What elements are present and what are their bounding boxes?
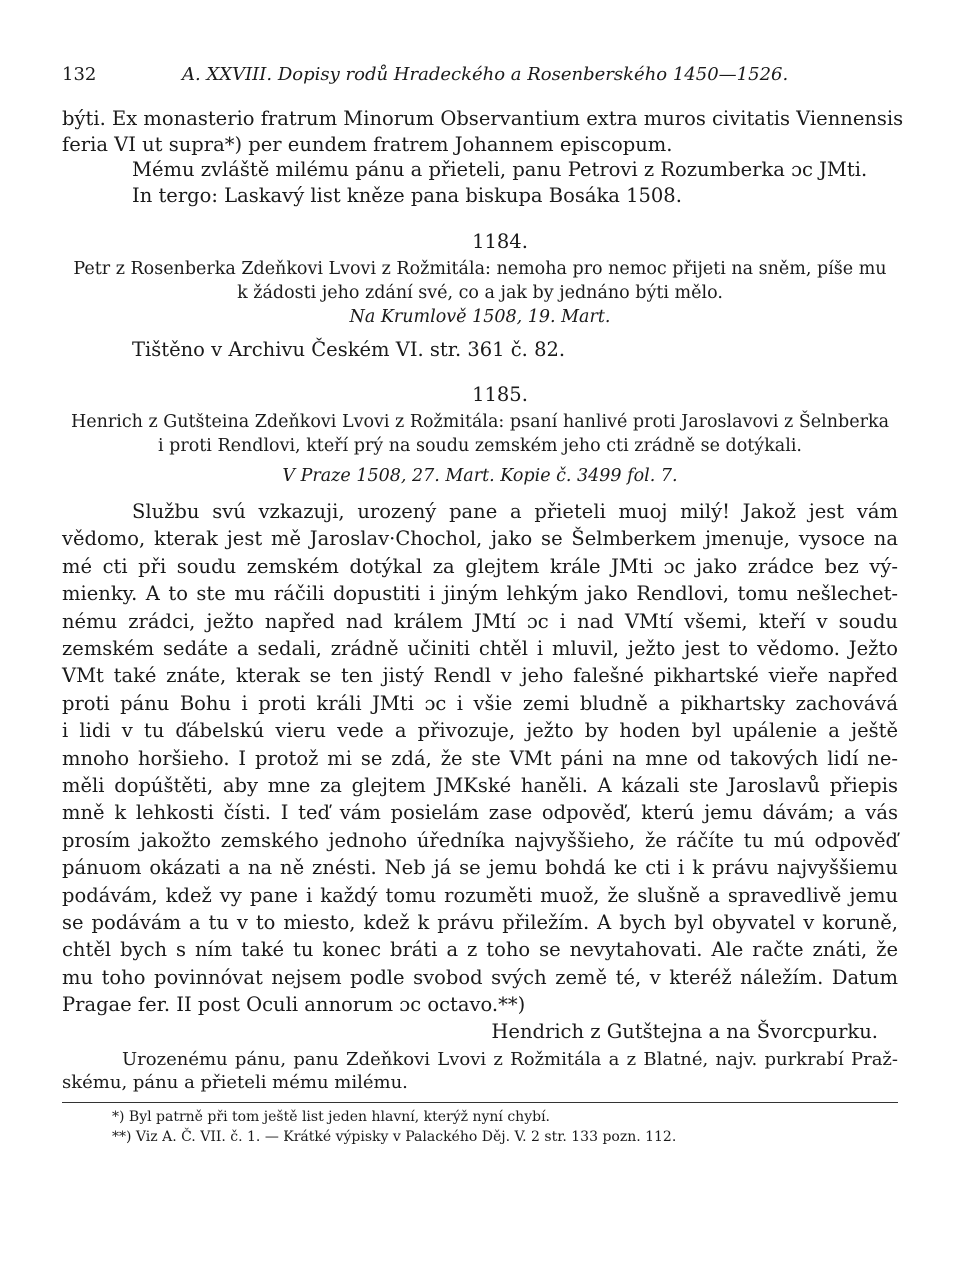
document-1185	[62, 382, 898, 1094]
document-1184	[62, 229, 898, 362]
dateline: V Praze 1508, 27. Mart. Kopie č. 3499 fol. 7.	[282, 466, 678, 487]
document-page	[62, 62, 904, 1147]
body-line: nému zrádci, ježto napřed nad králem JMtí ɔc i nad VMtí všemi, kteří v soudu	[62, 609, 898, 633]
regest-line: i proti Rendlovi, kteří prý na soudu zemském jeho cti zrádně se dotýkali.	[157, 436, 802, 457]
body-line: mienky. A to ste mu ráčili dopustiti i jiným lehkým jako Rendlovi, tomu nešlechet-	[62, 582, 898, 606]
body-line: mnoho horšieho. I protož mi se zdá, že ste VMt páni na mne od takových lidí ne-	[62, 746, 898, 770]
body-line: Pragae fer. II post Oculi annorum ɔc octavo.**)	[62, 993, 526, 1017]
body-line: mé cti při soudu zemském dotýkal za glejtem krále JMti ɔc jako zrádce bez vý-	[62, 554, 898, 578]
body-line: pánuom okázati a na ně znésti. Neb já se jemu bohdá ke cti i k právu najvyššiemu	[62, 856, 898, 880]
body-line: býti. Ex monasterio fratrum Minorum Observantium extra muros civitatis Viennensis	[62, 106, 904, 130]
printed-reference: Tištěno v Archivu Českém VI. str. 361 č. 82.	[132, 337, 566, 361]
body-line: Službu svú vzkazuji, urozený pane a přieteli muoj milý! Jakož jest vám	[132, 499, 898, 523]
regest-line: k žádosti jeho zdání své, co a jak by jednáno býti mělo.	[237, 282, 723, 303]
page-number: 132	[62, 64, 97, 85]
document-number: 1185.	[472, 383, 528, 407]
footnote-divider	[62, 1102, 898, 1103]
previous-letter-ending	[62, 106, 904, 209]
body-line: mně k lehkosti čísti. I teď vám posielám zase odpověď, kterú jemu dávám; a vás	[62, 801, 898, 825]
regest-line: Henrich z Gutšteina Zdeňkovi Lvovi z Rožmitála: psaní hanlivé proti Jaroslavovi z Šelnberka	[70, 412, 889, 433]
body-line: VMt také znáte, kterak se ten jistý Rendl v jeho falešné pikhartské vieře napřed	[62, 664, 898, 688]
letter-body	[62, 498, 898, 1019]
body-line: se podávám a tu v to miesto, kdež k právu přiležím. A bych byl obyvatel v koruně,	[62, 911, 898, 935]
body-line: prosím jakožto zemského jednoho úředníka najvyššieho, že ráčíte tu mú odpověď	[62, 828, 898, 852]
running-title: A. XXVIII. Dopisy rodů Hradeckého a Rosenberského 1450—1526.	[182, 64, 789, 85]
body-line: chtěl bych s ním také tu konec bráti a z toho se nevytahovati. Ale račte znáti, že	[62, 938, 898, 962]
letter-address: Urozenému pánu, panu Zdeňkovi Lvovi z Rožmitála a z Blatné, najv. purkrabí Praž- skému, pánu a přieteli mému milému.	[62, 1049, 898, 1094]
body-line: i lidi v tu ďábelskú vieru vede a přivozuje, ježto by hoden byl upálenie a ještě	[62, 719, 898, 743]
in-tergo-note: In tergo: Laskavý list kněze pana biskupa Bosáka 1508.	[132, 184, 682, 208]
footnote: *) Byl patrně při tom ještě list jeden hlavní, kterýž nyní chybí.	[112, 1109, 550, 1126]
running-header	[62, 62, 898, 88]
body-line: proti pánu Bohu i proti králi JMti ɔc i všie zemi bludně a pikhartsky zachovává	[62, 691, 898, 715]
document-number: 1184.	[472, 229, 528, 253]
letter-address: Mému zvláště milému pánu a přieteli, panu Petrovi z Rozumberka ɔc JMti.	[132, 158, 868, 182]
body-line: zemském sedáte a sedali, zrádně učiniti chtěl i mluvil, ježto jest to vědomo. Ježto	[62, 637, 898, 660]
body-line: vědomo, kterak jest mě Jaroslav·Chochol, jako se Šelmberkem jmenuje, vysoce na	[62, 527, 898, 551]
dateline: Na Krumlově 1508, 19. Mart.	[349, 306, 611, 327]
regest-line: Petr z Rosenberka Zdeňkovi Lvovi z Rožmitála: nemoha pro nemoc přijeti na sněm, píše mu	[73, 258, 887, 279]
signature: Hendrich z Gutštejna a na Švorcpurku.	[491, 1019, 878, 1043]
footnote: **) Viz A. Č. VII. č. 1. — Krátké výpisky v Palackého Děj. V. 2 str. 133 pozn. 112.	[112, 1129, 677, 1146]
body-line: podávám, kdež vy pane i každý tomu rozuměti muož, že slušně a spravedlivě jemu	[62, 883, 898, 907]
body-line: měli dopúštěti, aby mne za glejtem JMKské haněli. A kázali ste Jaroslavů přiepis	[62, 774, 898, 798]
body-line: feria VI ut supra*) per eundem fratrem Johannem episcopum.	[62, 132, 673, 156]
body-line: mu toho povinnóvat nejsem podle svobod svých země té, v kteréž náležím. Datum	[62, 965, 898, 989]
footnotes	[62, 1107, 898, 1147]
